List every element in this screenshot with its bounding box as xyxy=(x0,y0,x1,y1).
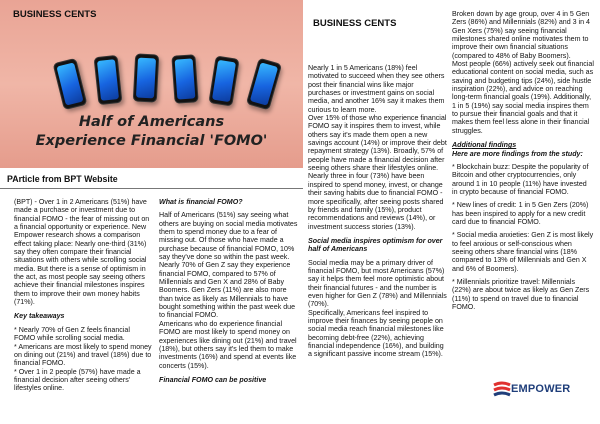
paragraph: Half of Americans (51%) say seeing what others are buying on social media motivates them to spend money due to a fear of missing out. Of those who have made a purchase because of financial FOMO, 10% say they've done so within the past week. xyxy=(159,211,298,262)
additional-findings-heading: Additional findings xyxy=(452,141,517,150)
smartphone-icon xyxy=(171,54,198,104)
more-findings-heading: Here are more findings from the study: xyxy=(452,149,583,158)
finding-item: * New lines of credit: 1 in 5 Gen Zers (20%) has been inspired to apply for a new credit card due to financial FOMO. xyxy=(452,201,589,226)
headline-line-1: Half of Americans xyxy=(78,114,225,130)
divider xyxy=(0,188,303,189)
paragraph: Over 15% of those who experience financial FOMO say it inspires them to invest, while others say it's made them open a new savings account (14%) or improve their debt repayment strategy (13%). Broadly, 57% of people have made a financial decision after seeing others share their lifestyles online. xyxy=(308,114,447,173)
headline xyxy=(0,113,303,151)
smartphone-icon xyxy=(94,55,123,105)
hero-image xyxy=(0,0,303,168)
headline-line-2: Experience Financial 'FOMO' xyxy=(35,133,268,149)
paragraph: Nearly 1 in 5 Americans (18%) feel motivated to succeed when they see others post their financial wins like major purchases or investment gains on social media, and another 16% say it makes them curious to learn more. xyxy=(308,64,445,114)
finding-item: * Millennials prioritize travel: Millennials (22%) are about twice as likely as Gen Zers (11%) to spend on travel due to financial FOMO. xyxy=(452,277,590,311)
column-3 xyxy=(308,64,448,359)
empower-logo xyxy=(493,378,583,402)
smartphone-icon xyxy=(53,58,88,110)
logo-wordmark: EMPOWER xyxy=(511,383,571,395)
smartphone-icon xyxy=(246,58,282,111)
paragraph: Americans who do experience financial FOMO are most likely to spend money on experiences like dining out (21%) and travel (18%), but others say it's led them to make investments (16%) and spend at events like concerts (15%). xyxy=(159,319,297,370)
section-label: BUSINESS CENTS xyxy=(13,9,97,20)
fomo-positive-heading: Financial FOMO can be positive xyxy=(159,375,267,384)
column-4 xyxy=(452,10,594,311)
social-media-optimism-heading: Social media inspires optimism for over half of Americans xyxy=(308,236,443,254)
smartphone-icon xyxy=(133,53,159,102)
empower-logo-mark-icon xyxy=(493,378,511,402)
paragraph: Broken down by age group, over 4 in 5 Gen Zers (86%) and Millennials (82%) and 3 in 4 Gen Xers (75%) say seeing financial milestones shared online motivates them to improve their own financial situations (compared to 48% of Baby Boomers). xyxy=(452,10,590,60)
finding-item: * Social media anxieties: Gen Z is most likely to feel anxious or self-conscious when seeing others share financial wins (18% compared to 13% of Millennials and Gen X and 6% of Boomers). xyxy=(452,231,594,273)
paragraph: Nearly 70% of Gen Z say they experience financial FOMO, compared to 57% of Millennials and Gen X and 28% of Baby Boomers. Gen Zers (11%) are also more than twice as likely as Millennials to have bought something within the past week due to financial FOMO. xyxy=(159,261,296,320)
column-1 xyxy=(14,198,152,393)
what-is-fomo-heading: What is financial FOMO? xyxy=(159,198,243,206)
paragraph: Social media may be a primary driver of financial FOMO, but most Americans (57%) say it helps them feel more optimistic about their financial futures - and the number is even higher for Gen Z (78%) and Millennials (70%). xyxy=(308,258,447,309)
paragraph: Specifically, Americans feel inspired to improve their finances by seeing people on social media reach financial milestones like becoming debt-free (22%), achieving financial independence (16%), and building a significant passive income stream (15%). xyxy=(308,308,444,359)
paragraph: Nearly three in four (73%) have been inspired to spend money, invest, or change their saving habits due to financial FOMO - more specifically, after seeing posts shared by friends and family (15%), product recommendations and reviews (14%), or investment success stories (13%). xyxy=(308,172,444,231)
page-header-label: BUSINESS CENTS xyxy=(313,18,397,29)
takeaway-item: * Nearly 70% of Gen Z feels financial FOMO while scrolling social media. xyxy=(14,325,130,343)
intro-paragraph: (BPT) - Over 1 in 2 Americans (51%) have made a purchase or investment due to financial FOMO - the fear of missing out on a financial opportunity or experience. New Empower research shows a comparison effect taking place: Nearly one-third (31%) say they often compare their financial situations with others while scrolling social media. But there is a sense of optimism in the act, as most people say seeing others achieve their financial milestones inspires them to improve their own money habits (71%). xyxy=(14,198,150,307)
takeaway-item: * Over 1 in 2 people (57%) have made a financial decision after seeing others' lifestyles online. xyxy=(14,367,141,393)
smartphone-icon xyxy=(208,55,239,106)
key-takeaways-heading: Key takeaways xyxy=(14,312,65,321)
column-2 xyxy=(159,198,299,384)
paragraph: Most people (66%) actively seek out financial educational content on social media, such as saving and budgeting tips (24%), side hustle inspiration (22%), and advice on reaching long-term financial goals (19%). Additionally, 1 in 5 (19%) say social media inspires them to pursue their financial goals and that it makes them feel less alone in their financial struggles. xyxy=(452,60,594,135)
source-line: PArticle from BPT Website xyxy=(7,174,118,184)
finding-item: * Blockchain buzz: Despite the popularity of Bitcoin and other cryptocurrencies, only around 1 in 10 people (11%) have invested in crypto because of financial FOMO. xyxy=(452,162,589,196)
takeaway-item: * Americans are most likely to spend money on dining out (21%) and travel (18%) due to financial FOMO. xyxy=(14,342,152,368)
